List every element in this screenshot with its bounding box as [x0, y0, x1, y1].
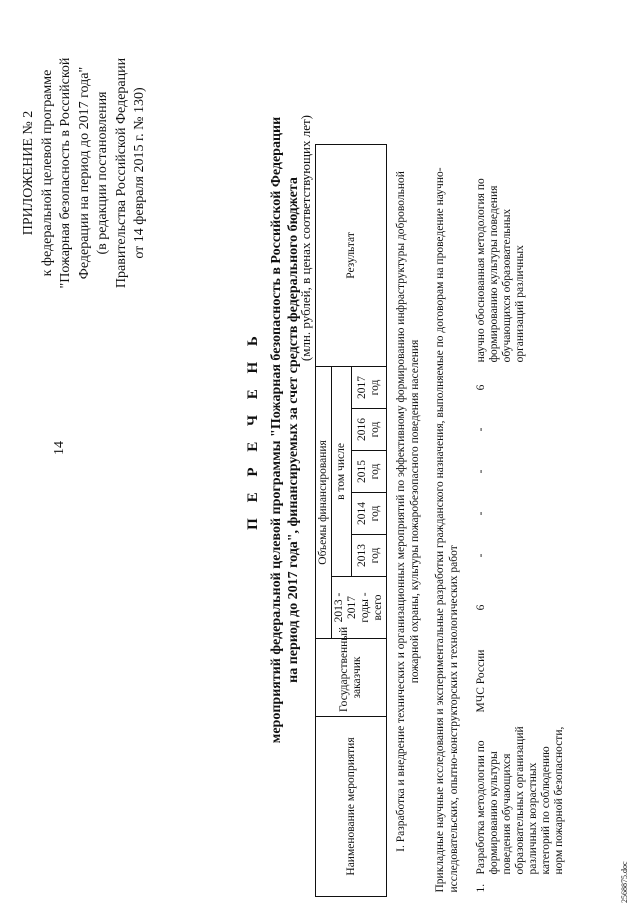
header-total-line2: годы - всего: [359, 592, 384, 623]
row-name: Разработка методологии по формированию культуры поведения обучающихся образовательных организаций различных возрастных категорий по соблюдению норм пожарной безопасности,: [475, 726, 565, 875]
header-result: Результат: [316, 144, 387, 366]
header-year: 2016 год: [351, 408, 386, 450]
heading-subtitle-line: на период до 2017 года", финансируемых за счет средств федерального бюджета: [286, 177, 301, 683]
header-year: 2017 год: [351, 366, 386, 408]
row-2016: -: [475, 427, 487, 432]
appendix-title: ПРИЛОЖЕНИЕ № 2: [21, 110, 36, 236]
heading-subtitle-line: мероприятий федеральной целевой программы "Пожарная безопасность в Российской Федерации: [269, 116, 284, 744]
appendix-line: Правительства Российской Федерации: [113, 57, 129, 289]
appendix-line: Федерации на период до 2017 года": [76, 66, 92, 280]
header-year: 2014 год: [351, 492, 386, 534]
appendix-line: к федеральной целевой программе: [39, 69, 55, 277]
section-heading: I. Разработка и внедрение технических и организационных мероприятий по эффективному формированию инфраструктуры добровольной пожарной охраны, культуры пожаробезопасного поведения населения: [395, 171, 421, 852]
header-year: 2013 год: [351, 534, 386, 576]
row-total: 6: [475, 604, 487, 611]
header-year: 2015 год: [351, 450, 386, 492]
activities-table: [315, 144, 567, 897]
subsection-heading: Прикладные научные исследования и экспериментальные разработки гражданского назначения, выполняемые по договорам на проведение научно-исследовательских, опытно-конструкторских и технологических работ: [434, 167, 460, 893]
header-customer: Государственный заказчик: [316, 638, 387, 716]
heading-title: П Е Р Е Ч Е Н Ь: [245, 330, 261, 530]
header-including: в том числе: [332, 366, 352, 576]
header-name: Наименование мероприятия: [316, 716, 387, 896]
appendix-line: от 14 февраля 2015 г. № 130): [132, 87, 147, 259]
appendix-line: "Пожарная безопасность в Российской: [58, 57, 73, 289]
document-heading: [245, 105, 302, 755]
header-funding: Объемы финансирования: [316, 366, 332, 638]
row-customer: МЧС России: [475, 649, 487, 713]
row-number: 1.: [475, 883, 487, 893]
document-code: 2568875.doc: [620, 861, 629, 903]
row-2017: 6: [475, 384, 487, 391]
page-number: 14: [52, 441, 67, 455]
units-note: (млн. рублей, в ценах соответствующих лет): [298, 115, 313, 362]
row-2014: -: [475, 511, 487, 516]
header-total-line1: 2013 - 2017: [333, 592, 358, 623]
row-2015: -: [475, 469, 487, 474]
table-row: [465, 144, 567, 896]
row-result: научно обоснованная методология по формированию культуры поведения обучающихся образовательных организаций различных: [475, 178, 526, 363]
appendix-block: [20, 8, 150, 338]
appendix-line: (в редакции постановления: [95, 91, 110, 255]
row-2013: -: [475, 553, 487, 558]
